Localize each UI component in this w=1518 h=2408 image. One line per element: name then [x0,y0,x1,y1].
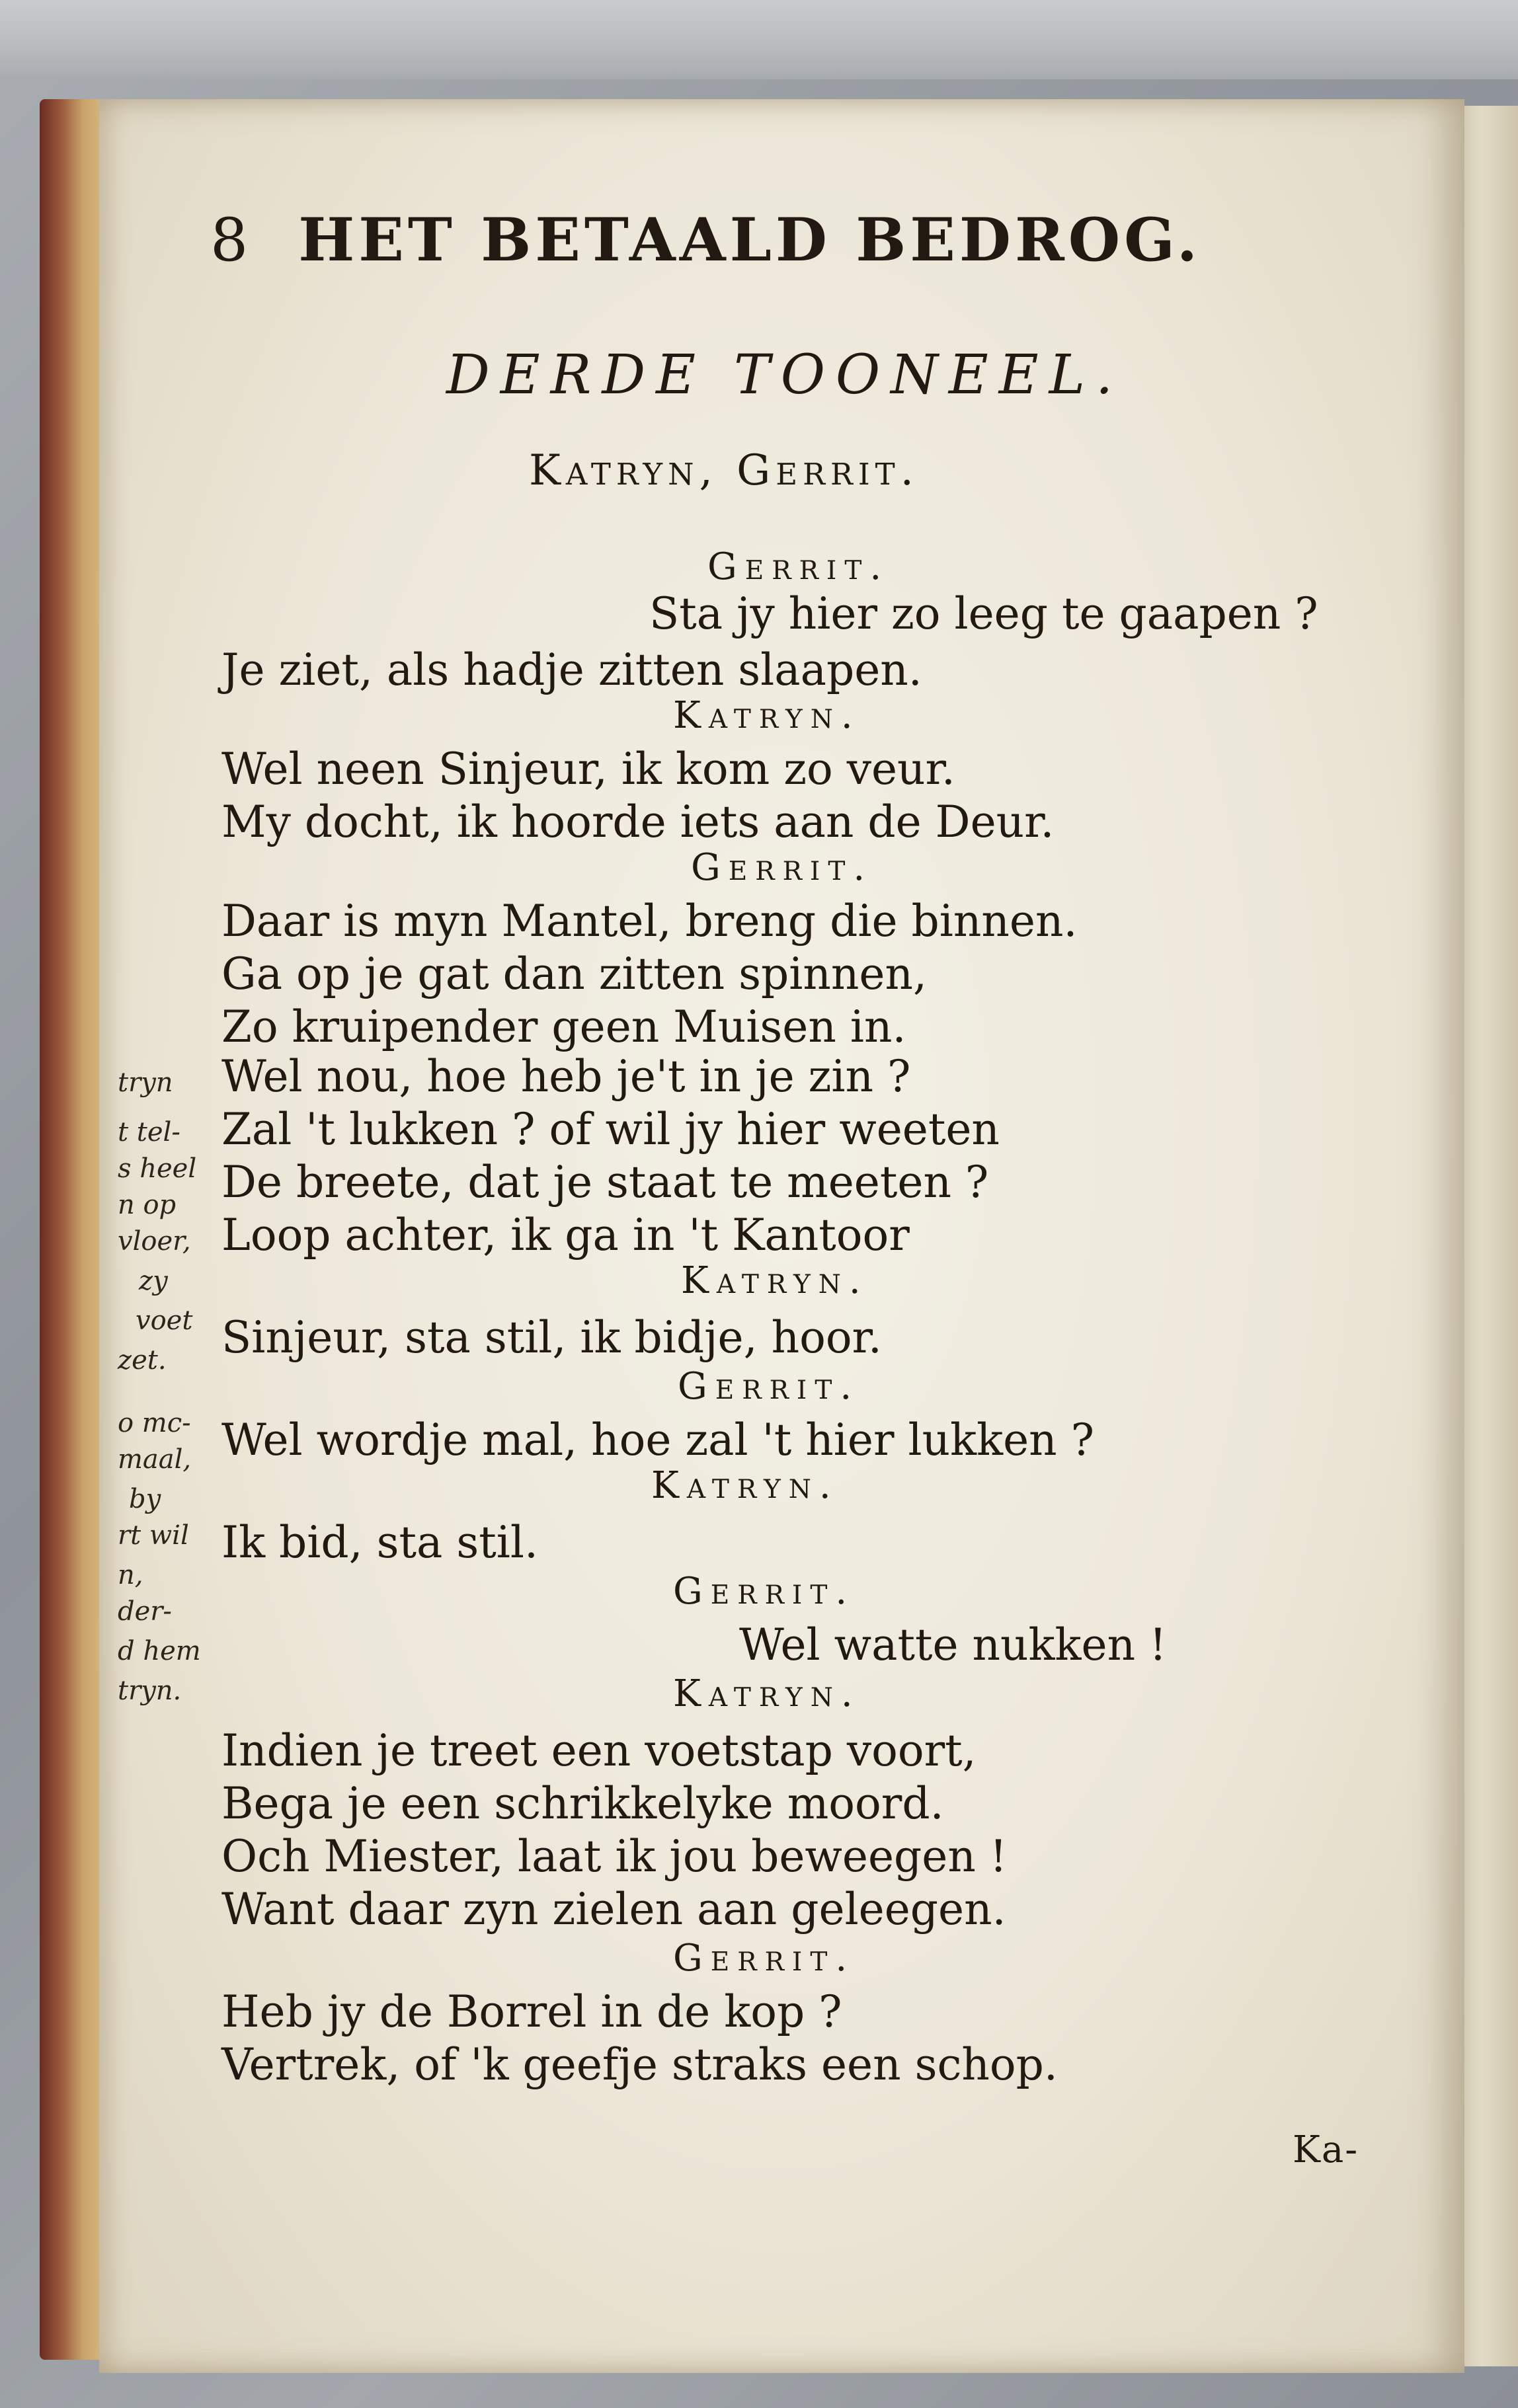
verse-line: Zal 't lukken ? of wil jy hier weeten [221,1104,1000,1155]
margin-note: tryn [118,1068,173,1098]
verse-line: Wel watte nukken ! [739,1619,1167,1670]
verse-line: Vertrek, of 'k geefje straks een schop. [221,2039,1058,2090]
verse-line: My docht, ik hoorde iets aan de Deur. [221,796,1055,847]
margin-note: rt wil [118,1520,189,1551]
verse-line: Wel nou, hoe heb je't in je zin ? [221,1051,911,1102]
speaker-label: Katryn. [673,694,861,737]
margin-note: vloer, [118,1226,191,1257]
verse-line: Bega je een schrikkelyke moord. [221,1778,944,1829]
margin-note: t tel- [118,1117,180,1147]
margin-note: der- [118,1596,172,1627]
scene-title: DERDE TOONEEL. [446,344,1124,407]
verse-line: Sta jy hier zo leeg te gaapen ? [649,588,1318,639]
speaker-label: Gerrit. [678,1365,860,1408]
verse-line: Daar is myn Mantel, breng die binnen. [221,896,1078,947]
persons-list: Katryn, Gerrit. [529,446,920,495]
margin-note: tryn. [118,1676,182,1706]
running-title: HET BETAALD BEDROG. [298,205,1202,275]
margin-note: zy [139,1266,168,1296]
facing-page-edge [1458,106,1518,2366]
background-strip [0,0,1518,79]
catchword: Ka- [1293,2128,1359,2171]
verse-line: Ik bid, sta stil. [221,1517,538,1568]
verse-line: Ga op je gat dan zitten spinnen, [221,949,927,999]
verse-line: Sinjeur, sta stil, ik bidje, hoor. [221,1312,882,1363]
running-header [210,205,1201,275]
speaker-label: Gerrit. [673,1937,856,1980]
speaker-label: Gerrit. [673,1570,856,1613]
margin-note: o mc- [118,1408,191,1438]
margin-note: zet. [118,1345,167,1376]
speaker-label: Katryn. [681,1259,869,1302]
margin-note: n, [118,1560,143,1590]
margin-note: d hem [118,1636,201,1666]
verse-line: De breete, dat je staat te meeten ? [221,1157,989,1208]
margin-note: voet [136,1305,193,1336]
speaker-label: Gerrit. [691,846,873,889]
margin-note: by [129,1484,161,1514]
page-number: 8 [210,206,253,275]
verse-line: Och Miester, laat ik jou beweegen ! [221,1831,1008,1882]
verse-line: Je ziet, als hadje zitten slaapen. [221,644,922,695]
verse-line: Indien je treet een voetstap voort, [221,1725,977,1776]
margin-note: n op [118,1190,177,1220]
speaker-label: Katryn. [673,1672,861,1715]
verse-line: Heb jy de Borrel in de kop ? [221,1986,842,2037]
verse-line: Want daar zyn zielen aan geleegen. [221,1884,1006,1935]
verse-line: Wel neen Sinjeur, ik kom zo veur. [221,744,955,795]
verse-line: Zo kruipender geen Muisen in. [221,1001,906,1052]
verse-line: Loop achter, ik ga in 't Kantoor [221,1210,910,1261]
speaker-label: Gerrit. [707,545,890,588]
margin-note: s heel [118,1153,197,1184]
margin-note: maal, [118,1444,192,1475]
speaker-label: Katryn. [651,1464,839,1507]
verse-line: Wel wordje mal, hoe zal 't hier lukken ? [221,1415,1094,1465]
